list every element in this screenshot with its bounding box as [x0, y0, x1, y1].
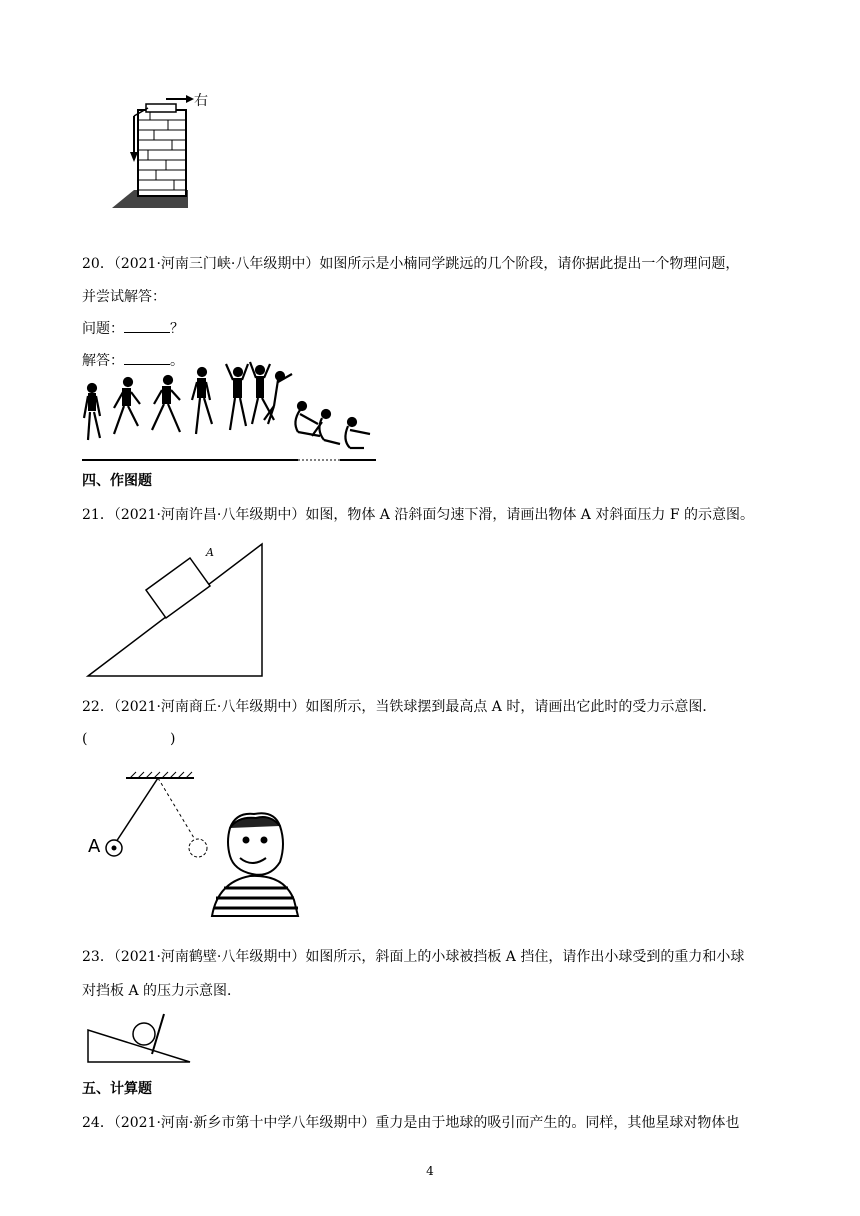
q20-question-label: 问题：: [82, 321, 124, 337]
section-title-drawing: 四、作图题: [82, 473, 152, 489]
q20-answer-label: 解答：: [82, 353, 124, 369]
q21-block-label: A: [206, 546, 214, 559]
q21-text: 21．（2021·河南许昌·八年级期中）如图，物体 A 沿斜面匀速下滑，请画出物体 A 对斜面压力 F 的示意图。: [82, 507, 754, 523]
q24-line1: 24．（2021·河南·新乡市第十中学八年级期中）重力是由于地球的吸引而产生的。同样，其他星球对物体也: [82, 1115, 740, 1131]
page-number: 4: [426, 1164, 434, 1178]
section-title-calculation: 五、计算题: [82, 1081, 152, 1097]
pendulum-figure: [80, 770, 305, 918]
q20-question-blank[interactable]: [124, 320, 170, 333]
q23-line1: 23．（2021·河南鹤壁·八年级期中）如图所示，斜面上的小球被挡板 A 挡住，请作出小球受到的重力和小球: [82, 949, 745, 965]
q22-text: 22．（2021·河南商丘·八年级期中）如图所示，当铁球摆到最高点 A 时，请画出它此时的受力示意图．: [82, 699, 717, 715]
q20-question-end: ？: [170, 321, 184, 337]
q20-question-row: [82, 319, 184, 339]
boy-illustration: [212, 813, 298, 916]
q20-answer-end: 。: [170, 353, 184, 369]
q22-ball-label: A: [88, 836, 101, 857]
long-jump-figure: [80, 360, 380, 465]
q20-line1: 20．（2021·河南三门峡·八年级期中）如图所示是小楠同学跳远的几个阶段，请你据此提出一个物理问题，: [82, 256, 740, 272]
incline-ball-figure: [86, 1012, 194, 1064]
q22-answer-paren-open: (: [82, 731, 88, 747]
incline-block-figure: [86, 542, 266, 680]
q23-line2: 对挡板 A 的压力示意图．: [82, 983, 242, 999]
arrow-label: 右: [194, 93, 208, 109]
q22-answer-paren-close: ): [170, 731, 176, 747]
q20-line2: 并尝试解答：: [82, 289, 166, 305]
